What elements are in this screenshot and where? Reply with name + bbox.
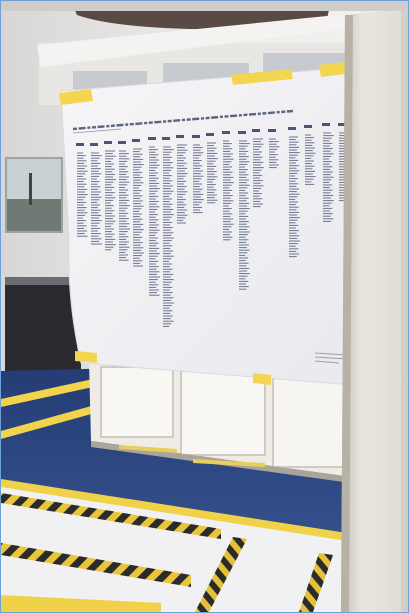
poster-tape <box>75 351 97 363</box>
party-header <box>268 129 276 132</box>
ballot-poster <box>61 67 353 385</box>
party-header <box>238 131 246 134</box>
party-header <box>76 143 84 146</box>
party-header <box>206 133 214 136</box>
left-cabinet <box>5 281 81 381</box>
door-frame-highlight <box>361 11 401 612</box>
party-header <box>288 127 296 130</box>
party-header <box>118 141 126 144</box>
party-header <box>132 139 140 142</box>
counter-panel <box>101 367 173 437</box>
ceiling-strip <box>1 1 408 11</box>
party-header <box>322 123 330 126</box>
party-header <box>148 137 156 140</box>
party-header <box>252 129 260 132</box>
wall-picture-ground <box>7 199 61 231</box>
party-header <box>162 137 170 140</box>
party-header <box>104 141 112 144</box>
wall-picture-sky <box>7 159 61 199</box>
wall-picture-mast <box>29 173 32 205</box>
party-header <box>222 131 230 134</box>
polling-station-photo <box>1 1 408 612</box>
counter-panel <box>273 375 345 467</box>
party-header <box>90 143 98 146</box>
poster-tape <box>253 373 271 385</box>
counter-panel <box>181 371 265 455</box>
party-header <box>176 135 184 138</box>
party-header <box>304 125 312 128</box>
party-header <box>192 135 200 138</box>
